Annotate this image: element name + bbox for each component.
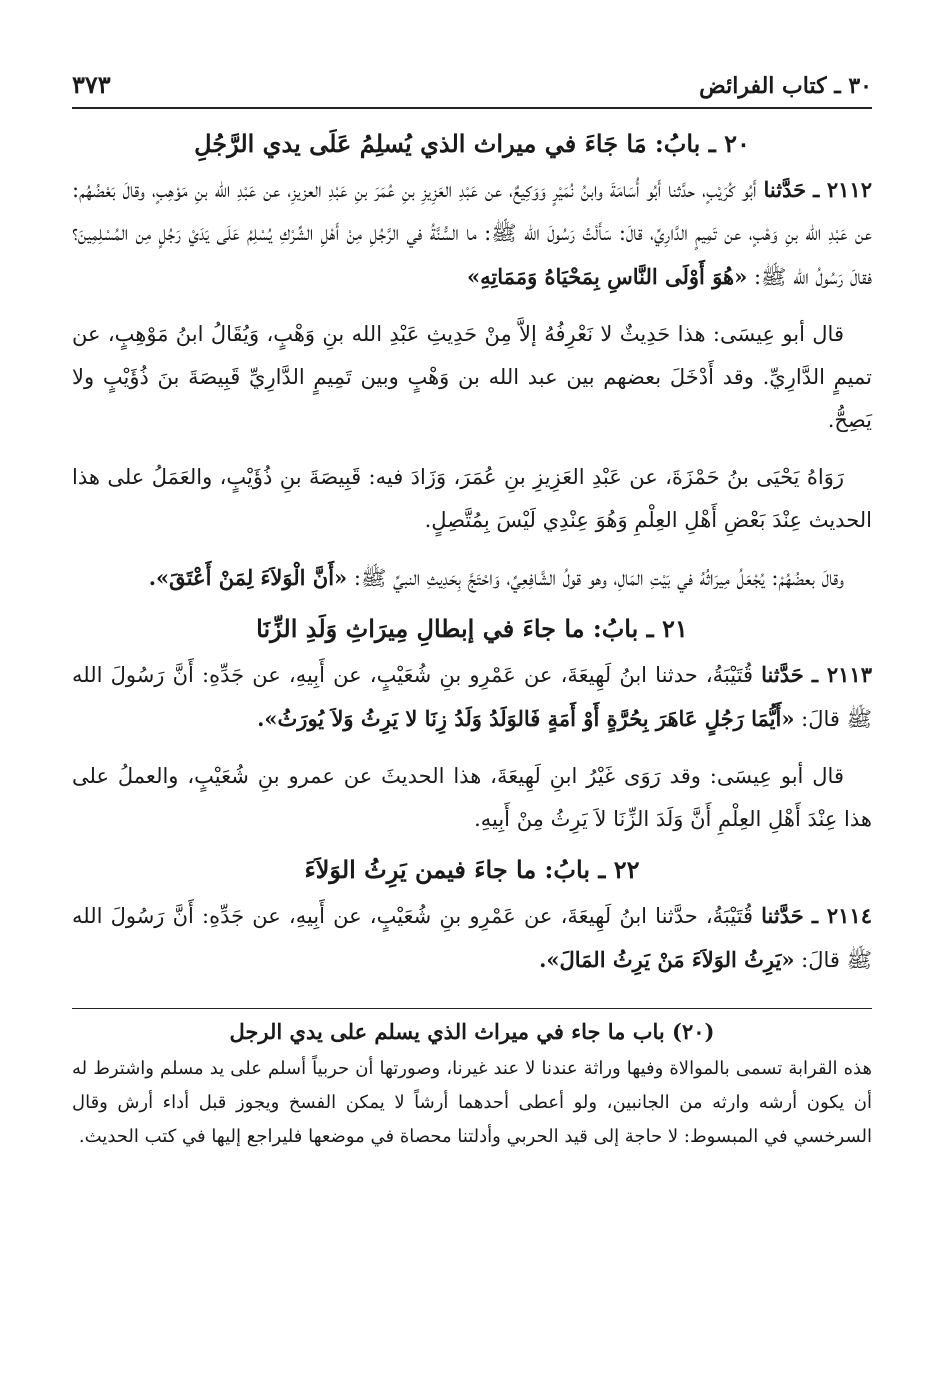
prophet-saying: «أَنَّ الْوَلاَءَ لِمَنْ أَعْتَقَ». [148,565,348,590]
footnote-title: (٢٠) باب ما جاء في ميراث الذي يسلم على يدي الرجل [229,1019,715,1044]
footnote-text: هذه القرابة تسمى بالموالاة وفيها وراثة عندنا لا عند غيرنا، وصورتها أن حربياً أسلم على يد مسلم واشترط له أن يكون أرشه وارثه من الجانبين، ولو أعطى أحدهما أرشاً لا يمكن الفسخ ويجوز قبل أداء أرش وقال السرخسي في المبسوط: لا حاجة إلى قيد الحربي وأدلتنا محصاة في موضعها فليراجع إليها في كتب الحديث. [72,1058,872,1147]
prophet-saying: «هُوَ أَوْلَى النَّاسِ بِمَحْيَاهُ وَمَمَاتِهِ» [467,264,748,289]
running-header [72,70,872,109]
hadith-number: ٢١١٣ ـ [811,662,872,687]
commentary-paragraph: رَوَاهُ يَحْيَى بنُ حَمْزَةَ، عن عَبْدِ العَزِيزِ بنِ عُمَرَ، وَزَادَ فيه: قَبِيصَةَ بنِ ذُؤَيْبٍ، والعَمَلُ على هذا الحديث عِنْدَ بَعْضِ أَهْلِ العِلْمِ وَهُوَ عِنْدِي لَيْسَ بِمُتَّصِلٍ. [72,465,872,532]
hadith-text: قُتَيْبَةُ، حدثنا ابنُ لَهِيعَةَ، عن عَمْرِو بنِ شُعَيْبٍ، عن أَبِيهِ، عن جَدِّهِ: أَنَّ رَسُولَ الله ﷺ قالَ: [72,663,872,731]
prophet-saying: «يَرِثُ الوَلاَءَ مَنْ يَرِثُ المَالَ». [539,947,795,972]
chapter-21-title: ٢١ ـ بابُ: ما جاءَ في إبطالِ مِيرَاثِ وَلَدِ الزِّنَا [256,614,688,643]
hadith-opener: حَدَّثنا [761,903,804,928]
hadith-text: قُتَيْبَةُ، حدَّثنا ابنُ لَهِيعَةَ، عن عَمْرِو بنِ شُعَيْبٍ، عن أَبِيهِ، عن جَدِّهِ: أَنَّ رَسُولَ الله ﷺ قالَ: [72,904,872,972]
footnote-divider [72,1008,872,1009]
prophet-saying: «أَيُّمَا رَجُلٍ عَاهَرَ بِحُرَّةٍ أَوْ أَمَةٍ فَالوَلَدُ وَلَدُ زِنَا لا يَرِثُ وَلاَ يُورَثُ». [257,706,795,731]
hadith-opener: حَدَّثنا [763,177,807,202]
commentary-paragraph: قال أبو عِيسَى: وقد رَوَى غَيْرُ ابنِ لَهِيعَةَ، هذا الحديثَ عن عمرو بنِ شُعَيْبٍ، والعملُ على هذا عِنْدَ أَهْلِ العِلْمِ أَنَّ وَلَدَ الزِّنَا لاَ يَرِثُ مِنْ أَبِيهِ. [72,764,872,831]
hadith-2114 [72,894,872,982]
commentary-paragraph [72,556,872,600]
hadith-2112 [72,168,872,299]
running-title: ٣٠ ـ كتاب الفرائض [699,73,872,99]
hadith-number: ٢١١٤ ـ [811,903,872,928]
commentary-text: وقالَ بعضُهُمْ: يُجْعَلُ مِيرَاثُهُ في بَيْتِ المَالِ، وهو قولُ الشَّافِعِيِّ، وَاحْتَجَّ بِحَدِيثِ النبيِّ ﷺ: [353,566,844,590]
hadith-opener: حَدَّثنا [761,662,804,687]
hadith-2113 [72,653,872,741]
page-number: ٣٧٣ [72,70,111,99]
hadith-number: ٢١١٢ ـ [813,177,872,202]
commentary-paragraph: قال أبو عِيسَى: هذا حَدِيثٌ لا نَعْرِفُهُ إلاَّ مِنْ حَدِيثِ عَبْدِ الله بنِ وَهْبٍ، وَيُقَالُ ابنُ مَوْهِبٍ، عن تميمٍ الدَّارِيِّ. وقد أَدْخَلَ بعضهم بين عبد الله بن وَهْبٍ وبين تَمِيمٍ الدَّارِيِّ قَبِيصَةَ بنَ ذُؤَيْبٍ ولا يَصِحُّ. [72,322,872,432]
chapter-20-title: ٢٠ ـ بابُ: مَا جَاءَ في ميراث الذي يُسلِمُ عَلَى يدي الرَّجُلِ [194,129,750,158]
hadith-text: أَبُو كُرَيْبٍ، حدَّثنا أَبُو أُسَامَةَ وابنُ نُمَيْرٍ وَوَكِيعٌ، عن عَبْدِ العَزِيزِ بنِ عُمَرَ بنِ عَبْدِ العزيزِ، عن عَبْدِ الله بنِ مَوْهِبٍ، وقالَ بَعْضُهُم: عن عَبْدِ الله بنِ وَهْبٍ، عن تَمِيمٍ الدَّارِيِّ، قالَ: سَأَلْتُ رَسُولَ الله ﷺ: ما السُّنَّةُ في الرَّجُلِ مِنْ أَهْلِ الشِّرْكِ يُسْلِمُ عَلَى يَدَيْ رَجُلٍ مِن المُسْلِمِينَ؟ فقالَ رَسُولُ الله ﷺ: [72,178,872,289]
chapter-22-title: ٢٢ ـ بابُ: ما جاءَ فيمن يَرِثُ الوَلاَءَ [304,855,640,884]
